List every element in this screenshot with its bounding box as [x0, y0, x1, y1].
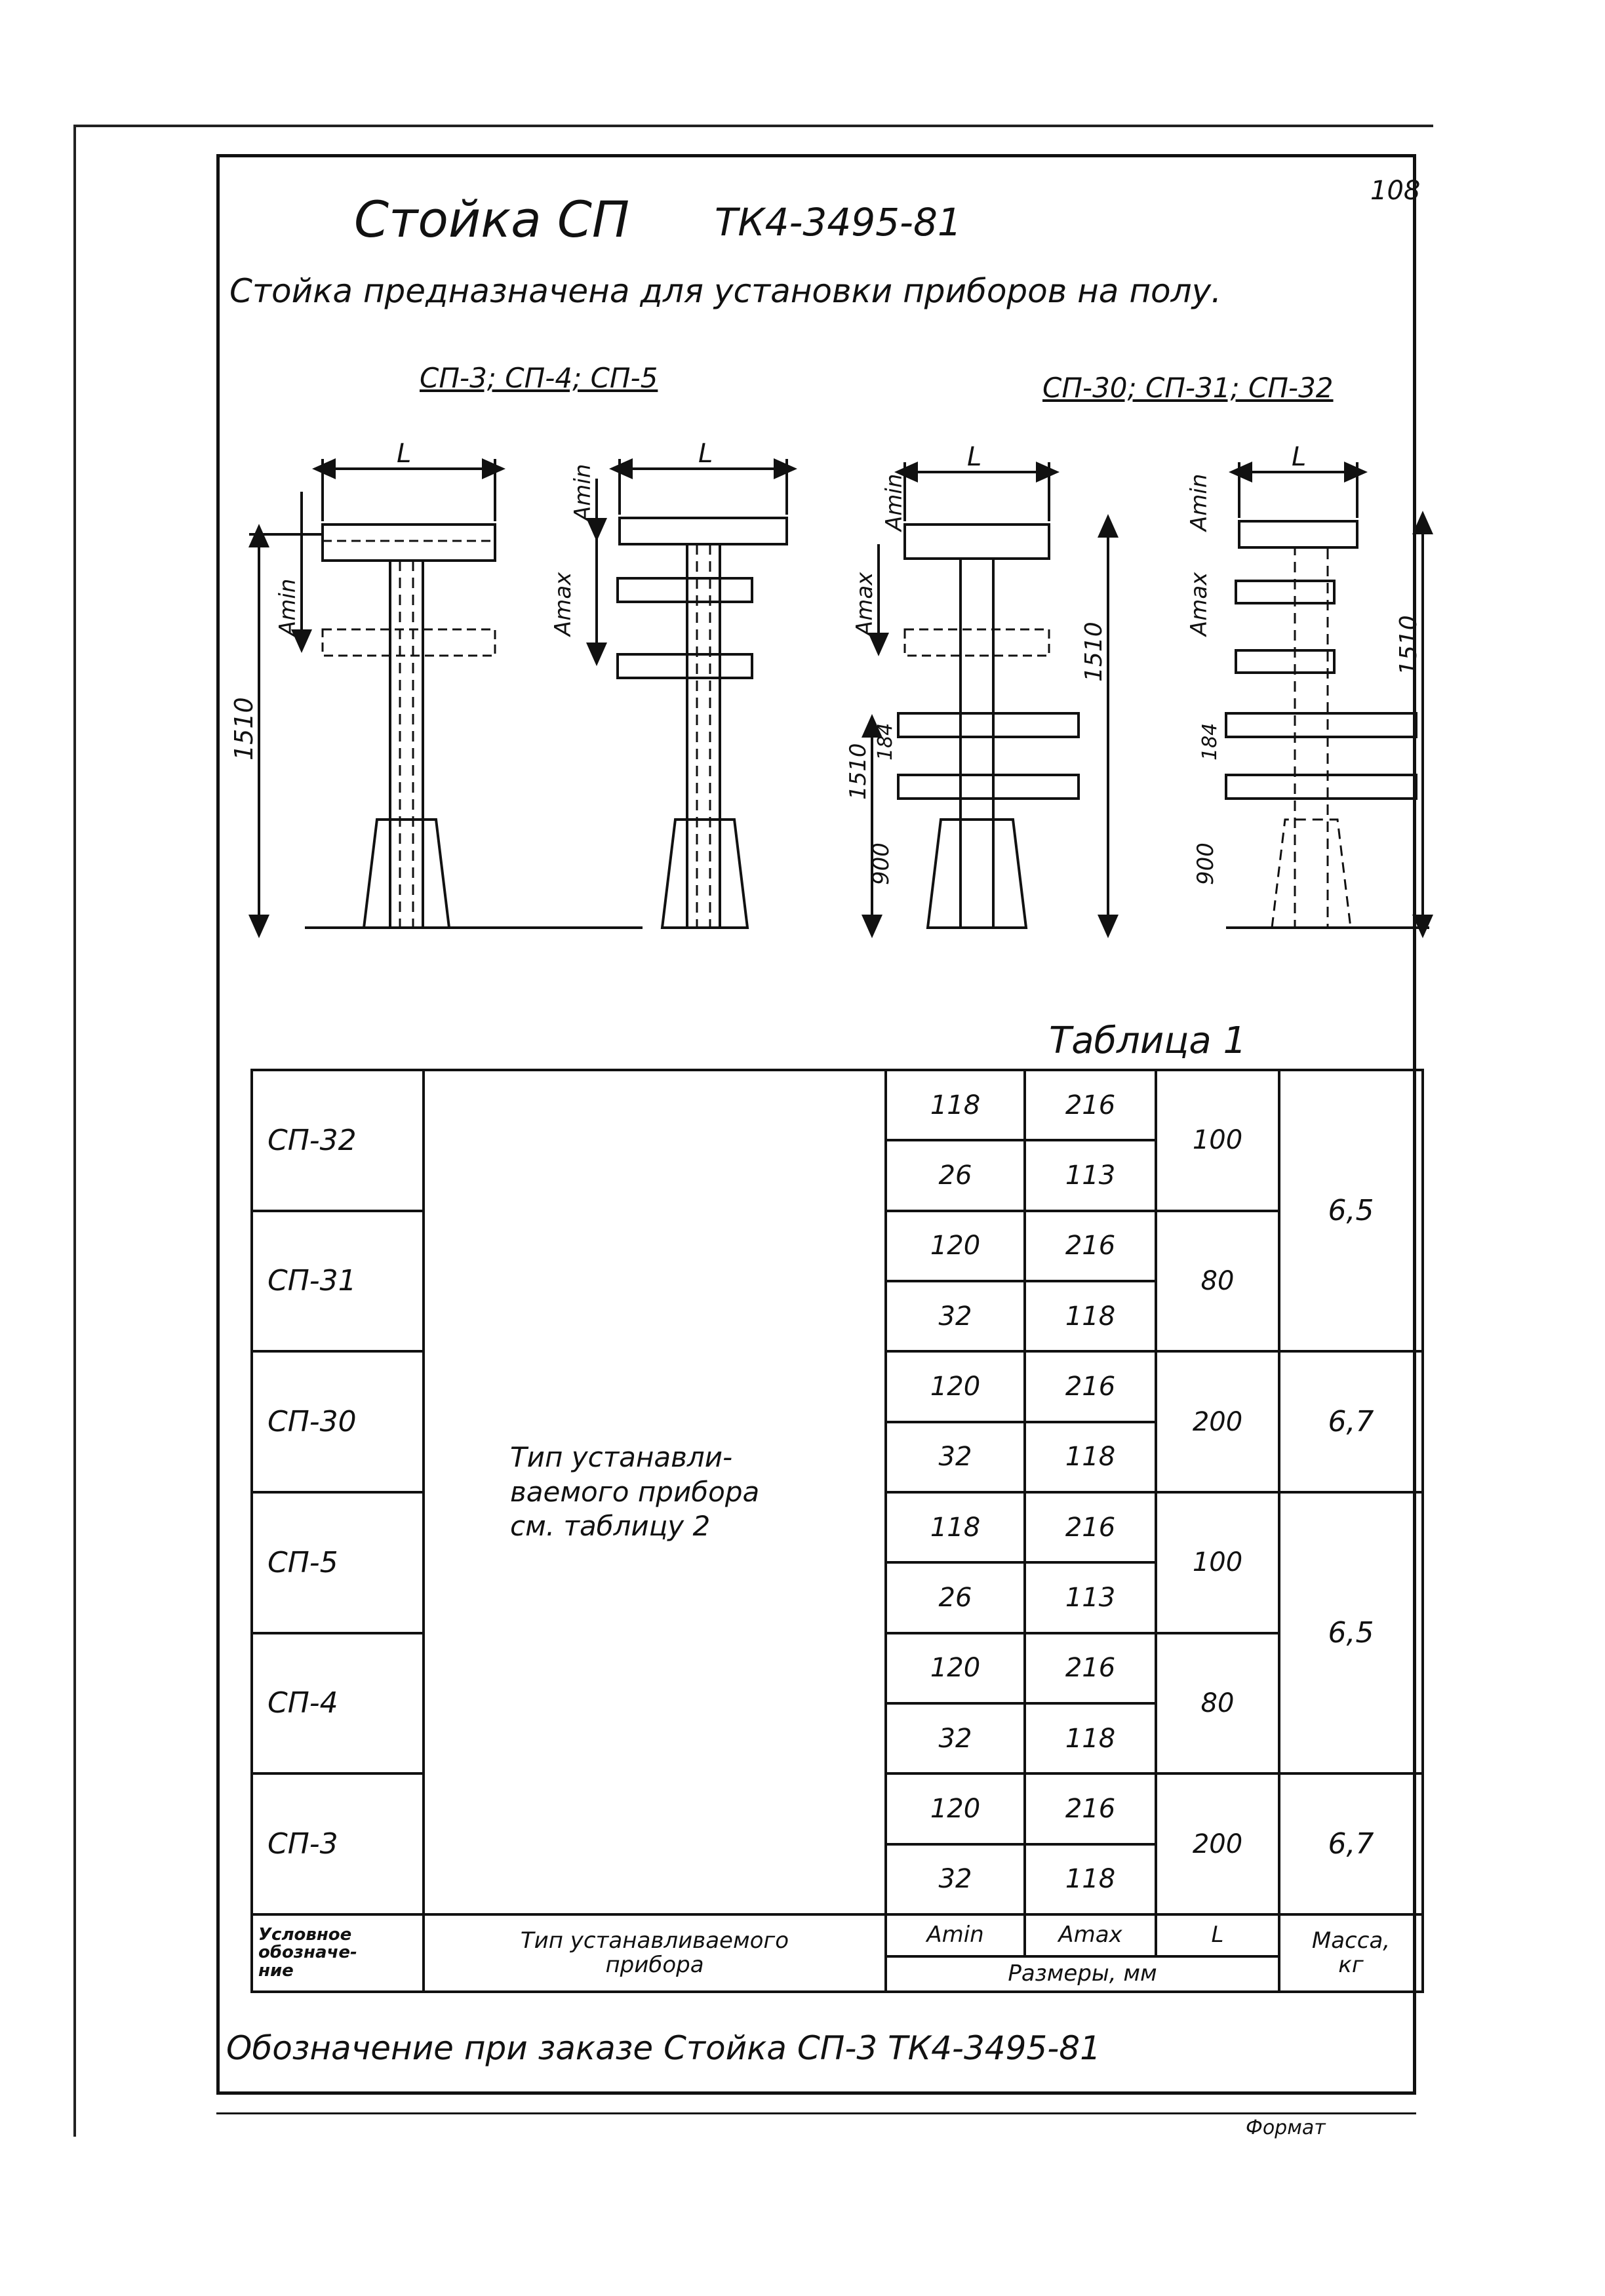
dim-L-2: L	[698, 439, 713, 469]
device-type-note: Тип устанавли- ваемого прибора см. таблицу 2	[424, 1070, 886, 1914]
dim-amax-3: Amax	[852, 572, 878, 636]
document-code: ТК4-3495-81	[715, 200, 962, 245]
amax-value: 118	[1025, 1844, 1156, 1914]
amax-value: 216	[1025, 1633, 1156, 1703]
row-name: СП-30	[252, 1351, 424, 1492]
stand-drawings	[216, 393, 1422, 983]
dim-900-3: 900	[868, 842, 894, 885]
row-name: СП-4	[252, 1633, 424, 1774]
order-note: Обозначение при заказе Стойка СП-3 ТК4-3495-81	[226, 2029, 1101, 2067]
amax-value: 216	[1025, 1211, 1156, 1281]
dim-184-3: 184	[874, 722, 897, 761]
stand-drawing-4	[1186, 442, 1429, 928]
L-value: 80	[1156, 1633, 1279, 1774]
L-value: 100	[1156, 1492, 1279, 1633]
dim-amin-1: Amin	[275, 578, 301, 636]
dim-1510-3: 1510	[1080, 622, 1107, 682]
group-left-label: СП-3; СП-4; СП-5	[420, 362, 658, 394]
mass-value: 6,7	[1279, 1351, 1423, 1492]
header-designation: Условное обозначе- ние	[252, 1914, 424, 1992]
amax-value: 216	[1025, 1351, 1156, 1421]
dim-1510-4: 1510	[1395, 615, 1422, 675]
row-name: СП-5	[252, 1492, 424, 1633]
dim-184-4: 184	[1199, 722, 1221, 761]
dim-amax-2: Amax	[550, 572, 576, 636]
mass-value: 6,5	[1279, 1492, 1423, 1773]
amin-value: 120	[886, 1773, 1025, 1844]
header-device-type: Тип устанавливаемого прибора	[424, 1914, 886, 1992]
header-L: L	[1156, 1914, 1279, 1956]
amin-value: 26	[886, 1140, 1025, 1210]
dim-L-4: L	[1292, 442, 1307, 472]
page-number: 108	[1370, 176, 1421, 206]
amax-value: 113	[1025, 1562, 1156, 1633]
amin-value: 32	[886, 1281, 1025, 1351]
header-mass: Масса, кг	[1279, 1914, 1423, 1992]
L-value: 200	[1156, 1351, 1279, 1492]
amax-value: 216	[1025, 1773, 1156, 1844]
page-title: Стойка СП	[354, 190, 630, 248]
row-name: СП-31	[252, 1211, 424, 1352]
amin-value: 32	[886, 1844, 1025, 1914]
dim-1510-1: 1510	[229, 697, 258, 761]
L-value: 80	[1156, 1211, 1279, 1352]
dim-amin-3: Amin	[881, 473, 907, 531]
stand-table	[250, 1069, 1424, 1993]
dim-900-4: 900	[1193, 842, 1219, 885]
mass-value: 6,5	[1279, 1070, 1423, 1351]
format-label: Формат	[1246, 2116, 1326, 2139]
bottom-rule	[216, 2112, 1416, 2114]
L-value: 200	[1156, 1773, 1279, 1914]
header-amin: Amin	[886, 1914, 1025, 1956]
amax-value: 118	[1025, 1422, 1156, 1492]
header-amax: Amax	[1025, 1914, 1156, 1956]
amin-value: 120	[886, 1633, 1025, 1703]
amax-value: 216	[1025, 1492, 1156, 1562]
dim-amin-4: Amin	[1186, 473, 1212, 531]
row-name: СП-32	[252, 1070, 424, 1211]
header-dims-group: Размеры, мм	[886, 1956, 1279, 1992]
amax-value: 113	[1025, 1140, 1156, 1210]
mass-value: 6,7	[1279, 1773, 1423, 1914]
stand-drawing-2	[550, 439, 787, 928]
amax-value: 216	[1025, 1070, 1156, 1140]
dim-1510-3b: 1510	[845, 743, 871, 800]
stand-drawing-3	[845, 442, 1108, 928]
amin-value: 120	[886, 1211, 1025, 1281]
amax-value: 118	[1025, 1703, 1156, 1773]
row-name: СП-3	[252, 1773, 424, 1914]
dim-L-3: L	[967, 442, 982, 472]
table-caption: Таблица 1	[1049, 1019, 1247, 1062]
dim-L-1: L	[397, 439, 412, 469]
dim-amin-2: Amin	[570, 464, 596, 521]
dim-amax-4: Amax	[1186, 572, 1212, 636]
amin-value: 32	[886, 1422, 1025, 1492]
amin-value: 118	[886, 1492, 1025, 1562]
amin-value: 120	[886, 1351, 1025, 1421]
subtitle: Стойка предназначена для установки приборов на полу.	[229, 272, 1222, 310]
L-value: 100	[1156, 1070, 1279, 1211]
amax-value: 118	[1025, 1281, 1156, 1351]
amin-value: 118	[886, 1070, 1025, 1140]
amin-value: 32	[886, 1703, 1025, 1773]
amin-value: 26	[886, 1562, 1025, 1633]
group-right-label: СП-30; СП-31; СП-32	[1042, 372, 1334, 404]
